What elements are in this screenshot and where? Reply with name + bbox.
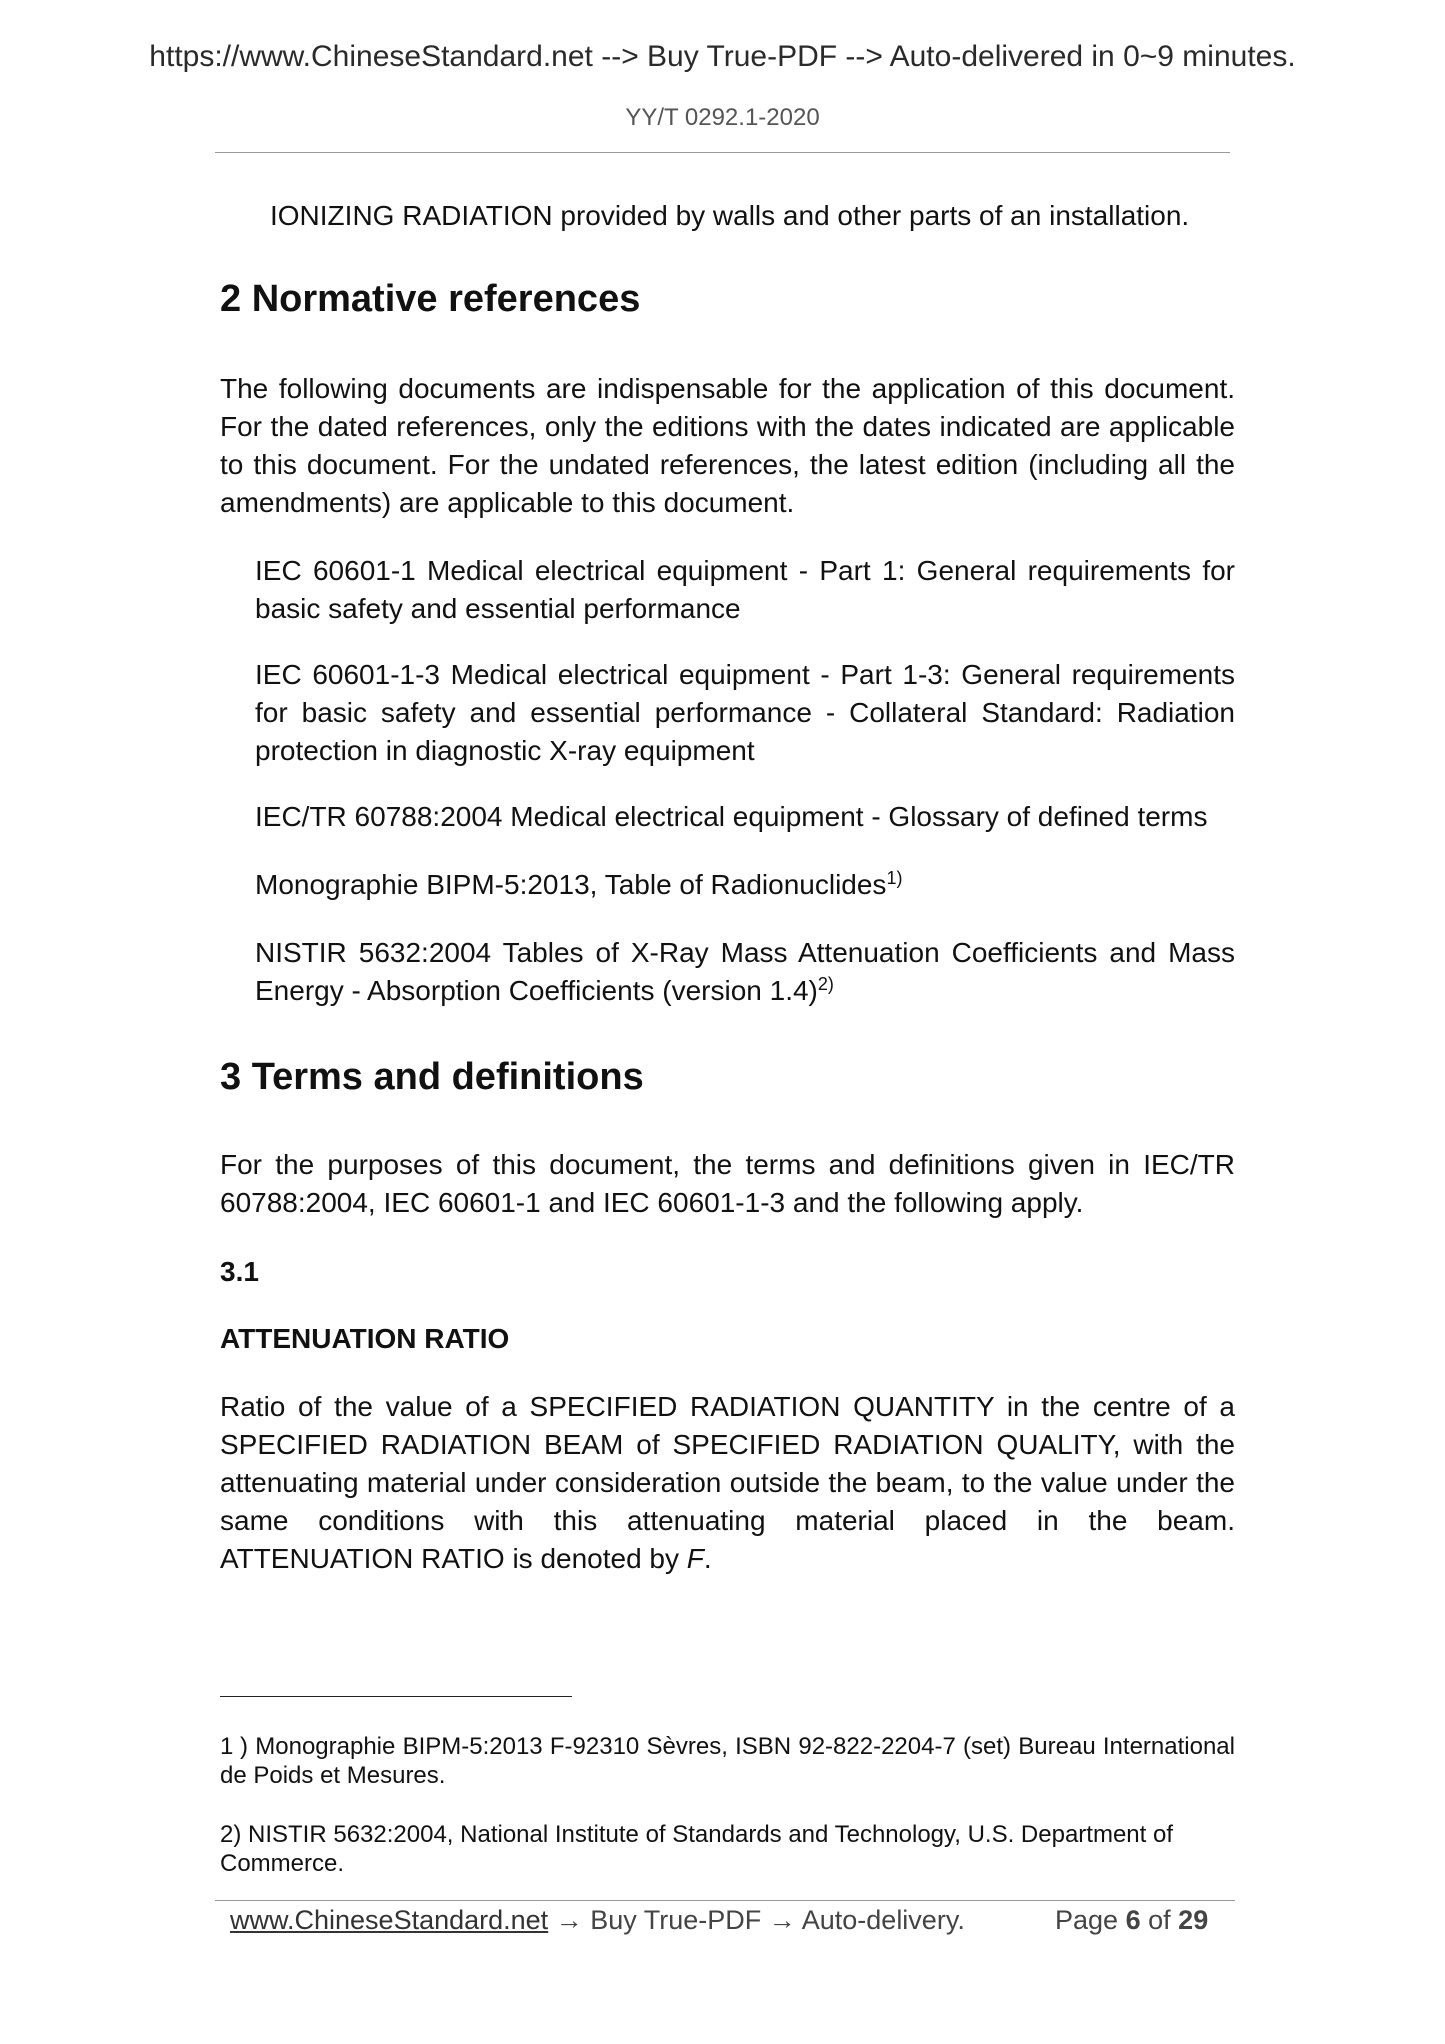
document-code: YY/T 0292.1-2020 [625,104,820,131]
of-label: of [1148,1905,1171,1935]
term-definition [220,1388,1235,1578]
footnote-text: Monographie BIPM-5:2013 F-92310 Sèvres, ISBN 92-822-2204-7 (set) Bureau International de Poids et Mesures. [220,1733,1235,1789]
section-2-heading: 2 Normative references [220,278,641,320]
reference-text: IEC 60601-1 Medical electrical equipment - Part 1: General requirements for basic safety and essential performance [255,555,1235,624]
section-3-heading: 3 Terms and definitions [220,1056,644,1098]
footer-site-link[interactable]: www.ChineseStandard.net [230,1905,549,1935]
reference-item [255,656,1235,770]
footer-left [230,1905,965,1936]
footnote-divider [220,1696,572,1697]
footer-tagline: → Buy True-PDF → Auto-delivery. [548,1905,965,1935]
page-indicator [1055,1905,1208,1936]
total-pages: 29 [1178,1905,1209,1935]
footnote-text: NISTIR 5632:2004, National Institute of Standards and Technology, U.S. Department of Commerce. [220,1821,1173,1877]
reference-text: Monographie BIPM-5:2013, Table of Radionuclides [255,869,887,900]
reference-item [255,552,1235,628]
term-number: 3.1 [220,1256,259,1287]
page-label: Page [1055,1905,1119,1935]
definition-text: Ratio of the value of a SPECIFIED RADIATION QUANTITY in the centre of a SPECIFIED RADIATION BEAM of SPECIFIED RADIATION QUALITY, with the attenuating material under consideration outside the beam, to the value under the same conditions with this attenuating material placed in the beam. ATTENUATION RATIO is denoted by [220,1391,1235,1574]
definition-symbol: F [686,1543,704,1574]
current-page: 6 [1125,1905,1141,1935]
reference-item [255,798,1235,836]
definition-end: . [703,1543,712,1574]
footnote-marker: 1) [886,868,903,888]
footnote-number: 1 ) [220,1733,249,1760]
continuation-text: IONIZING RADIATION provided by walls and other parts of an installation. [270,200,1190,231]
reference-item [255,866,1235,904]
footnote-number: 2) [220,1821,242,1848]
top-banner: https://www.ChineseStandard.net --> Buy True-PDF --> Auto-delivered in 0~9 minutes. [149,40,1296,73]
section-2-intro: The following documents are indispensable for the application of this document. For the dated references, only the editions with the dates indicated are applicable to this document. For the undated references, the latest edition (including all the amendments) are applicable to this document. [220,373,1235,518]
section-3-intro: For the purposes of this document, the terms and definitions given in IEC/TR 60788:2004, IEC 60601-1 and IEC 60601-1-3 and the following apply. [220,1149,1235,1218]
term-name: ATTENUATION RATIO [220,1323,510,1354]
reference-text: NISTIR 5632:2004 Tables of X-Ray Mass Attenuation Coefficients and Mass Energy - Absorption Coefficients (version 1.4) [255,937,1235,1006]
reference-item [255,934,1235,1010]
footnote [220,1732,1235,1790]
reference-text: IEC 60601-1-3 Medical electrical equipment - Part 1-3: General requirements for basic safety and essential performance - Collateral Standard: Radiation protection in diagnostic X-ray equipment [255,659,1235,766]
footer-divider [215,1900,1235,1901]
footnote-marker: 2) [817,974,834,994]
footnote [220,1820,1235,1878]
header-divider [215,152,1230,153]
reference-text: IEC/TR 60788:2004 Medical electrical equipment - Glossary of defined terms [255,801,1208,832]
